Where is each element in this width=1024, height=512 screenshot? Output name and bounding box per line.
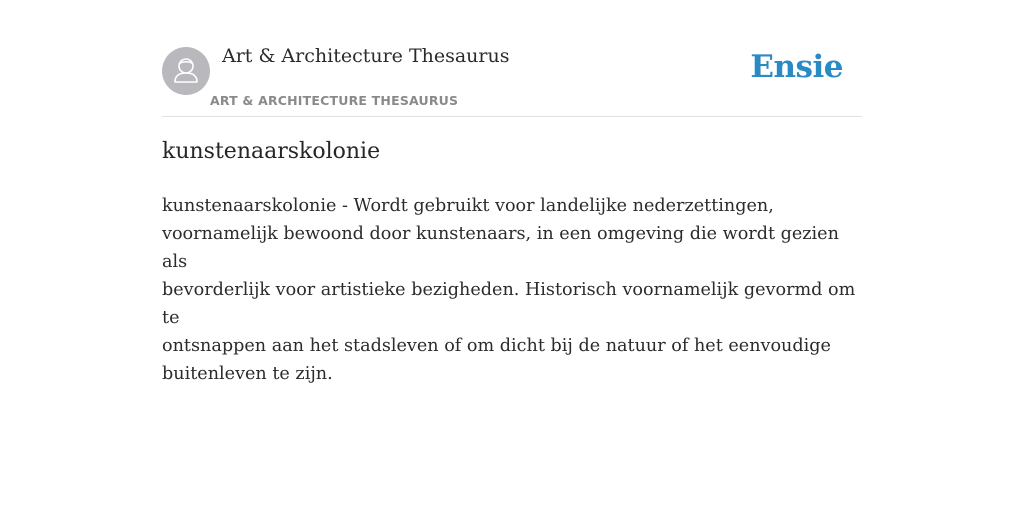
definition-text bbox=[162, 192, 862, 388]
category-label[interactable]: ART & ARCHITECTURE THESAURUS bbox=[210, 93, 459, 108]
header bbox=[162, 40, 862, 117]
user-silhouette-icon bbox=[162, 47, 210, 95]
definition-line: bevorderlijk voor artistieke bezigheden. Historisch voornamelijk gevormd om te bbox=[162, 280, 856, 328]
definition-line: ontsnappen aan het stadsleven of om dicht bij de natuur of het eenvoudige bbox=[162, 336, 831, 356]
avatar[interactable] bbox=[162, 47, 210, 95]
page-title: kunstenaarskolonie bbox=[162, 139, 381, 164]
definition-line: buitenleven te zijn. bbox=[162, 364, 333, 384]
definition-line: voornamelijk bewoond door kunstenaars, in een omgeving die wordt gezien als bbox=[162, 224, 839, 272]
author-name-link[interactable]: Art & Architecture Thesaurus bbox=[222, 45, 510, 67]
ensie-logo[interactable]: Ensie bbox=[750, 49, 843, 85]
definition-line: kunstenaarskolonie - Wordt gebruikt voor landelijke nederzettingen, bbox=[162, 196, 774, 216]
